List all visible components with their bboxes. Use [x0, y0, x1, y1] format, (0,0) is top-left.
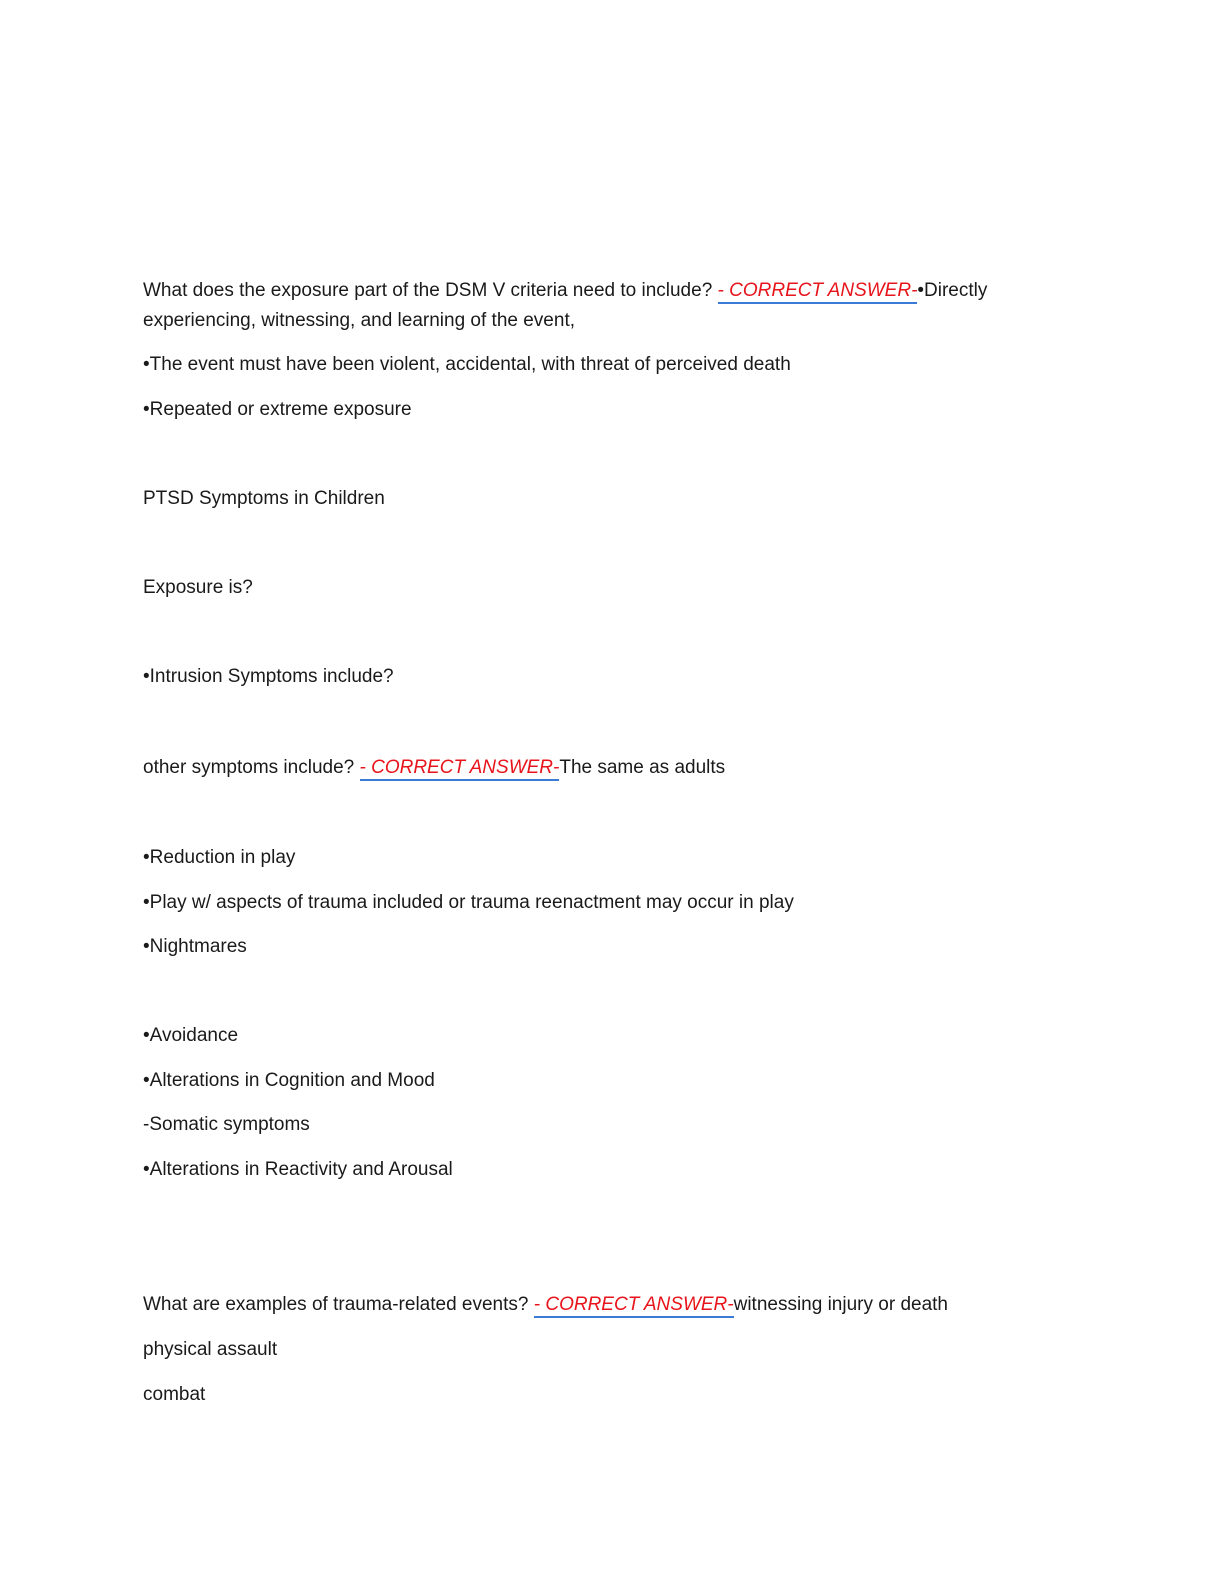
q2-answer-tag: - CORRECT ANSWER- [360, 757, 560, 781]
q1-answer-start: •Directly [917, 280, 988, 301]
q2-bullet: •Alterations in Reactivity and Arousal [143, 1159, 453, 1180]
q2-bullet: •Avoidance [143, 1025, 239, 1046]
q2-bullet: •Nightmares [143, 936, 247, 957]
q2-question: other symptoms include? [143, 757, 360, 778]
q2-question-line [143, 756, 725, 780]
q1-question: What does the exposure part of the DSM V criteria need to include? [143, 280, 718, 301]
q2-bullet: -Somatic symptoms [143, 1114, 310, 1135]
q2-bullet: •Alterations in Cognition and Mood [143, 1070, 435, 1091]
q1-bullet: •Repeated or extreme exposure [143, 399, 412, 420]
q3-question: What are examples of trauma-related events? [143, 1294, 534, 1315]
q3-question-line [143, 1293, 948, 1317]
exposure-question: Exposure is? [143, 577, 253, 598]
q1-question-line [143, 279, 987, 303]
section-heading: PTSD Symptoms in Children [143, 488, 385, 509]
q1-answer-tag: - CORRECT ANSWER- [718, 280, 918, 304]
intrusion-question: •Intrusion Symptoms include? [143, 666, 394, 687]
q1-bullet: •The event must have been violent, accidental, with threat of perceived death [143, 354, 791, 375]
q2-bullet: •Play w/ aspects of trauma included or trauma reenactment may occur in play [143, 892, 794, 913]
q3-item: physical assault [143, 1339, 278, 1360]
q2-bullet: •Reduction in play [143, 847, 296, 868]
q3-item: combat [143, 1384, 206, 1405]
q1-answer-continuation: experiencing, witnessing, and learning of the event, [143, 310, 575, 331]
q2-answer: The same as adults [559, 757, 726, 778]
q3-answer: witnessing injury or death [733, 1294, 948, 1315]
q3-answer-tag: - CORRECT ANSWER- [534, 1294, 734, 1318]
